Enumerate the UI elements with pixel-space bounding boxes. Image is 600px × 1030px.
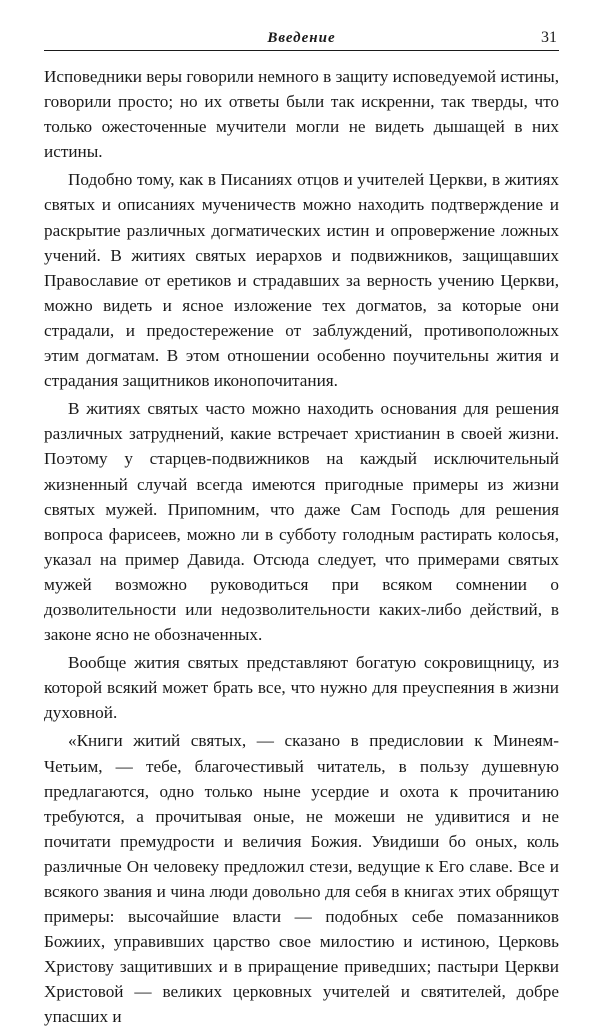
paragraph: Подобно тому, как в Писаниях отцов и учителей Церкви, в житиях святых и описаниях мученичеств можно находить подтверждение и раскрытие различных догматических истин и опровержение ложных учений. В житиях святых иерархов и подвижников, защищавших Православие от еретиков и страдавших за верность учению Церкви, можно видеть и ясное изложение тех догматов, за которые они страдали, и предостережение от заблуждений, противоположных этим догматам. В этом отношении особенно поучительны жития и страдания защитников иконопочитания.: [44, 170, 559, 391]
paragraph: Исповедники веры говорили немного в защиту исповедуемой истины, говорили просто; но их ответы были так искренни, так тверды, что только ожесточенные мучители могли не видеть дышащей в них истины.: [44, 67, 559, 162]
paragraph: Вообще жития святых представляют богатую сокровищницу, из которой всякий может брать все, что нужно для преуспеяния в жизни духовной.: [44, 653, 559, 723]
body-text: [44, 64, 559, 1030]
running-header: [44, 26, 559, 51]
page-number: 31: [541, 29, 557, 46]
paragraph: В житиях святых часто можно находить основания для решения различных затруднений, какие встречает христианин в своей жизни. Поэтому у старцев-подвижников на каждый исключительный жизненный случай всегда имеются пригодные примеры из жизни святых мужей. Припомним, что даже Сам Господь для решения вопроса фарисеев, можно ли в субботу голодным растирать колосья, указал на пример Давида. Отсюда следует, что примерами святых мужей возможно руководиться при всяком сомнении о дозволительности или недозволительности каких-либо действий, в законе ясно не обозначенных.: [44, 399, 559, 645]
running-title: Введение: [267, 30, 336, 46]
book-page: [44, 26, 559, 1030]
paragraph: «Книги житий святых, — сказано в предисловии к Минеям-Четьим, — тебе, благочестивый читатель, в пользу душевную предлагаются, одно только ныне усердие и охота к прочитанию требуются, а прочитывая оные, не можеши не удивитися и не почитати премудрости и величия Божия. Увидиши бо оных, коль различные Он человеку предложил стези, ведущие к Его славе. Все и всякого звания и чина люди довольно для себя в книгах этих обрящут примеры: высочайшие власти — подобных себе помазанников Божиих, управивших царство свое милостию и истиною, Церковь Христову защитивших и в приращение приведших; пастыри Церкви Христовой — великих церковных учителей и святителей, добре упасших и: [44, 731, 559, 1027]
